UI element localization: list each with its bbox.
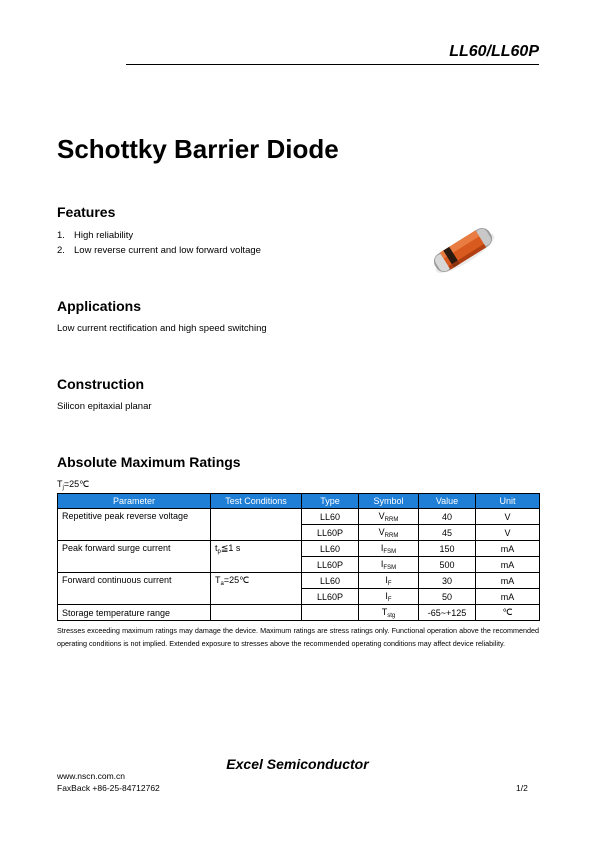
parameter-cell: Forward continuous current bbox=[58, 573, 211, 605]
construction-text: Silicon epitaxial planar bbox=[57, 401, 152, 412]
column-header: Type bbox=[302, 494, 359, 509]
unit-cell: ℃ bbox=[476, 605, 540, 621]
temperature-condition: $T_j=25℃$ bbox=[57, 479, 90, 491]
value-cell: 150 bbox=[419, 541, 476, 557]
column-header: Parameter bbox=[58, 494, 211, 509]
condition-cell: $T_a=25℃$ bbox=[211, 573, 302, 605]
condition-cell: $t_p≦1$ s bbox=[211, 541, 302, 573]
construction-heading: Construction bbox=[57, 376, 145, 392]
unit-cell: mA bbox=[476, 541, 540, 557]
parameter-cell: Repetitive peak reverse voltage bbox=[58, 509, 211, 541]
symbol-cell: $I_{FSM}$ bbox=[359, 557, 419, 573]
column-header: Value bbox=[419, 494, 476, 509]
condition-cell bbox=[211, 605, 302, 621]
type-cell: LL60P bbox=[302, 525, 359, 541]
footer-fax: FaxBack +86-25-84712762 bbox=[57, 783, 160, 793]
footer-website-link[interactable]: www.nscn.com.cn bbox=[57, 771, 126, 781]
type-cell bbox=[302, 605, 359, 621]
table-row bbox=[58, 509, 540, 525]
column-header: Unit bbox=[476, 494, 540, 509]
list-item: 1. High reliability bbox=[57, 230, 134, 241]
unit-cell: V bbox=[476, 509, 540, 525]
value-cell: 30 bbox=[419, 573, 476, 589]
condition-cell bbox=[211, 509, 302, 541]
applications-heading: Applications bbox=[57, 298, 142, 314]
type-cell: LL60 bbox=[302, 541, 359, 557]
unit-cell: V bbox=[476, 525, 540, 541]
features-list bbox=[57, 230, 261, 260]
column-header: Symbol bbox=[359, 494, 419, 509]
footer-company: Excel Semiconductor bbox=[226, 756, 369, 772]
ratings-note: Stresses exceeding maximum ratings may damage the device. Maximum ratings are stress ratings only. Functional operation above the recommended operating conditions is not implied. Extended exposure to stresses above the recommended operating conditions may affect device reliability. bbox=[57, 626, 539, 648]
symbol-cell: $T_{stg}$ bbox=[359, 605, 419, 621]
ratings-table bbox=[57, 493, 540, 621]
features-heading: Features bbox=[57, 204, 116, 220]
table-row bbox=[58, 573, 540, 589]
value-cell: 45 bbox=[419, 525, 476, 541]
ratings-heading: Absolute Maximum Ratings bbox=[57, 454, 241, 470]
symbol-cell: $V_{RRM}$ bbox=[359, 509, 419, 525]
list-item: 2. Low reverse current and low forward voltage bbox=[57, 245, 261, 256]
value-cell: 50 bbox=[419, 589, 476, 605]
table-row bbox=[58, 605, 540, 621]
type-cell: LL60P bbox=[302, 589, 359, 605]
page-title: Schottky Barrier Diode bbox=[57, 134, 339, 164]
parameter-cell: Storage temperature range bbox=[58, 605, 211, 621]
diode-package-image bbox=[428, 225, 498, 275]
symbol-cell: $I_F$ bbox=[359, 573, 419, 589]
table-row bbox=[58, 541, 540, 557]
parameter-cell: Peak forward surge current bbox=[58, 541, 211, 573]
type-cell: LL60 bbox=[302, 509, 359, 525]
symbol-cell: $I_{FSM}$ bbox=[359, 541, 419, 557]
unit-cell: mA bbox=[476, 557, 540, 573]
symbol-cell: $V_{RRM}$ bbox=[359, 525, 419, 541]
type-cell: LL60P bbox=[302, 557, 359, 573]
value-cell: 40 bbox=[419, 509, 476, 525]
page-number: 1/2 bbox=[516, 783, 528, 793]
unit-cell: mA bbox=[476, 589, 540, 605]
applications-text: Low current rectification and high speed switching bbox=[57, 323, 267, 334]
header-rule bbox=[126, 64, 539, 65]
unit-cell: mA bbox=[476, 573, 540, 589]
header-title: LL60/LL60P bbox=[449, 43, 539, 60]
symbol-cell: $I_F$ bbox=[359, 589, 419, 605]
column-header: Test Conditions bbox=[211, 494, 302, 509]
type-cell: LL60 bbox=[302, 573, 359, 589]
table-header-row bbox=[58, 494, 540, 509]
value-cell: -65~+125 bbox=[419, 605, 476, 621]
value-cell: 500 bbox=[419, 557, 476, 573]
